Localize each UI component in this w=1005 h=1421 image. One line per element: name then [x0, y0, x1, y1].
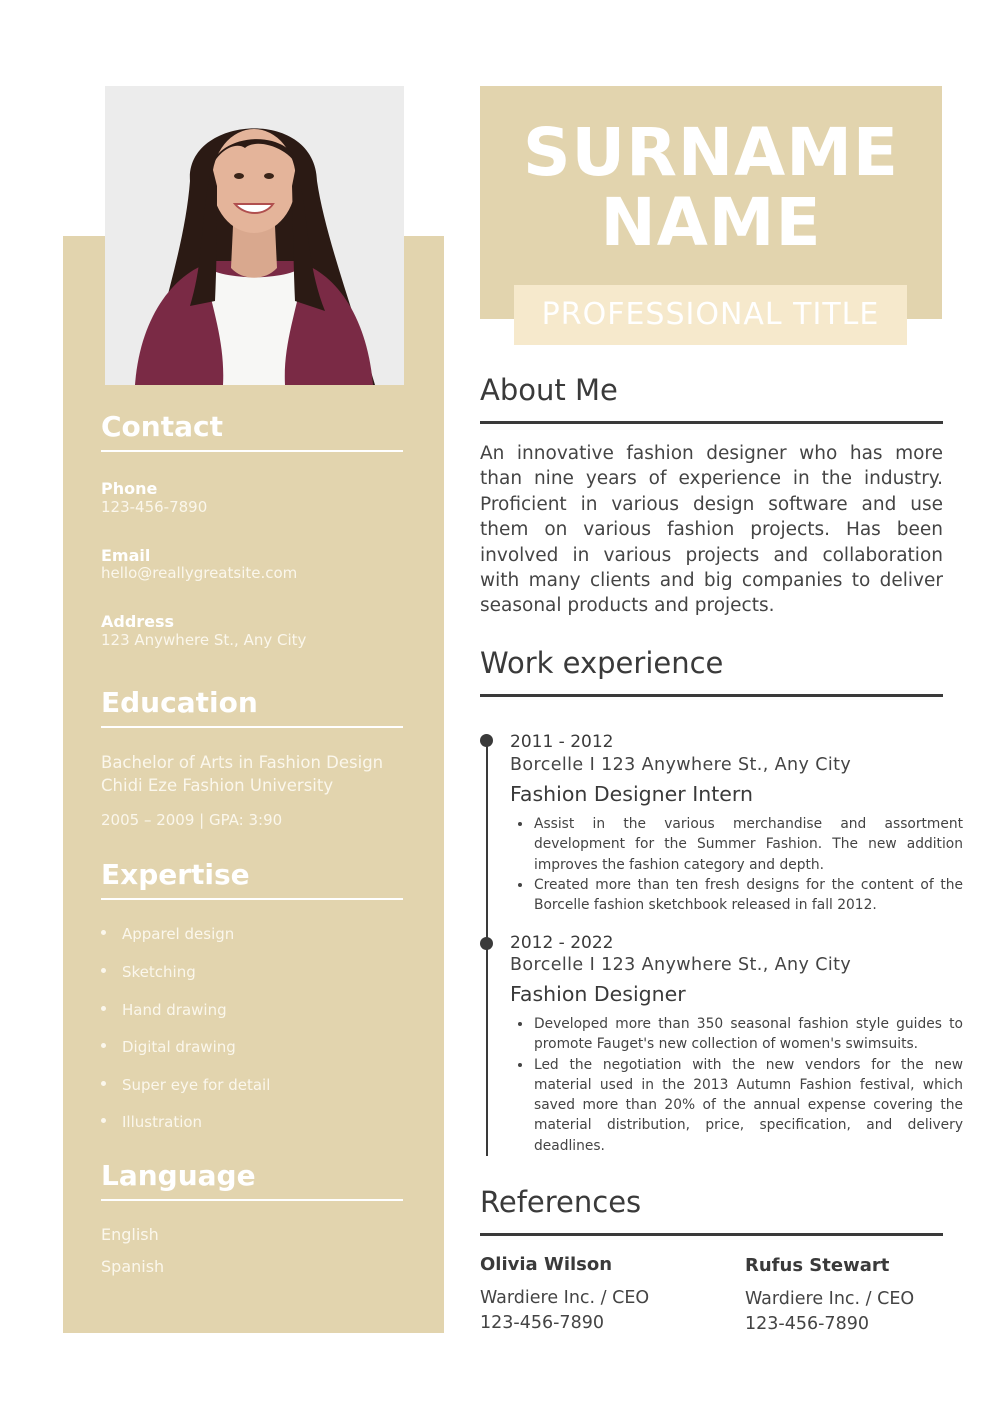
job-bullet: Assist in the various merchandise and assortment development for the Summer Fashion. The new addition improves the fashion category and depth.	[534, 814, 963, 875]
education-details: 2005 – 2009 | GPA: 3:90	[101, 811, 283, 829]
language-heading: Language	[101, 1159, 256, 1192]
job-bullet: Created more than ten fresh designs for the content of the Borcelle fashion sketchbook released in fall 2012.	[534, 875, 963, 916]
about-divider	[480, 421, 943, 424]
education-degree: Bachelor of Arts in Fashion Design	[101, 753, 384, 772]
reference-name: Rufus Stewart	[745, 1255, 890, 1276]
address-value: 123 Anywhere St., Any City	[101, 631, 307, 649]
job-bullets	[514, 1014, 963, 1156]
job-bullet: Developed more than 350 seasonal fashion style guides to promote Fauget's new collection of women's swimsuits.	[534, 1014, 963, 1055]
references-heading: References	[480, 1185, 642, 1219]
job-company: Borcelle I 123 Anywhere St., Any City	[510, 755, 852, 775]
about-heading: About Me	[480, 373, 618, 407]
timeline-dot-icon	[480, 734, 493, 747]
language-item: English	[101, 1225, 159, 1244]
first-name: NAME	[600, 184, 822, 261]
references-divider	[480, 1233, 943, 1236]
work-divider	[480, 694, 943, 697]
language-item: Spanish	[101, 1257, 165, 1276]
expertise-item: Hand drawing	[101, 1001, 227, 1019]
language-divider	[101, 1199, 403, 1201]
reference-company: Wardiere Inc. / CEO	[745, 1289, 915, 1309]
about-text: An innovative fashion designer who has more than nine years of experience in the industry. Proficient in various design software and use them on various fashion projects. Has been involved in various projects and collaboration with many clients and big companies to deliver seasonal products and projects.	[480, 443, 943, 617]
timeline-dot-icon	[480, 937, 493, 950]
education-school: Chidi Eze Fashion University	[101, 776, 334, 795]
phone-value: 123-456-7890	[101, 498, 208, 516]
address-label: Address	[101, 612, 175, 631]
expertise-heading: Expertise	[101, 858, 250, 891]
bullet-icon	[101, 1043, 106, 1048]
bullet-icon	[101, 930, 106, 935]
expertise-divider	[101, 898, 403, 900]
reference-phone: 123-456-7890	[745, 1314, 869, 1334]
job-company: Borcelle I 123 Anywhere St., Any City	[510, 955, 852, 975]
education-heading: Education	[101, 686, 258, 719]
bullet-icon	[101, 968, 106, 973]
full-name	[480, 114, 942, 261]
surname: SURNAME	[522, 114, 900, 191]
job-bullet: Led the negotiation with the new vendors for the new material used in the 2013 Autumn Fashion festival, which saved more than 20% of the annual expense covering the material distribution, price, specification, and delivery deadlines.	[534, 1055, 963, 1156]
email-label: Email	[101, 546, 151, 565]
profile-photo	[105, 86, 404, 385]
expertise-item: Digital drawing	[101, 1038, 236, 1056]
reference-phone: 123-456-7890	[480, 1313, 604, 1333]
work-heading: Work experience	[480, 646, 724, 680]
phone-label: Phone	[101, 479, 158, 498]
email-value: hello@reallygreatsite.com	[101, 564, 298, 582]
portrait-illustration	[105, 86, 404, 385]
job-title: Fashion Designer Intern	[510, 782, 753, 806]
bullet-icon	[101, 1118, 106, 1123]
expertise-item: Sketching	[101, 963, 196, 981]
contact-heading: Contact	[101, 410, 223, 443]
expertise-item: Illustration	[101, 1113, 202, 1131]
job-bullets	[514, 814, 963, 915]
job-years: 2011 - 2012	[510, 732, 614, 752]
bullet-icon	[101, 1006, 106, 1011]
professional-title: PROFESSIONAL TITLE	[541, 297, 880, 332]
contact-divider	[101, 450, 403, 452]
reference-company: Wardiere Inc. / CEO	[480, 1288, 650, 1308]
expertise-item: Apparel design	[101, 925, 234, 943]
reference-name: Olivia Wilson	[480, 1254, 613, 1275]
bullet-icon	[101, 1081, 106, 1086]
education-divider	[101, 726, 403, 728]
job-years: 2012 - 2022	[510, 933, 614, 953]
job-title: Fashion Designer	[510, 982, 686, 1006]
expertise-item: Super eye for detail	[101, 1076, 270, 1094]
